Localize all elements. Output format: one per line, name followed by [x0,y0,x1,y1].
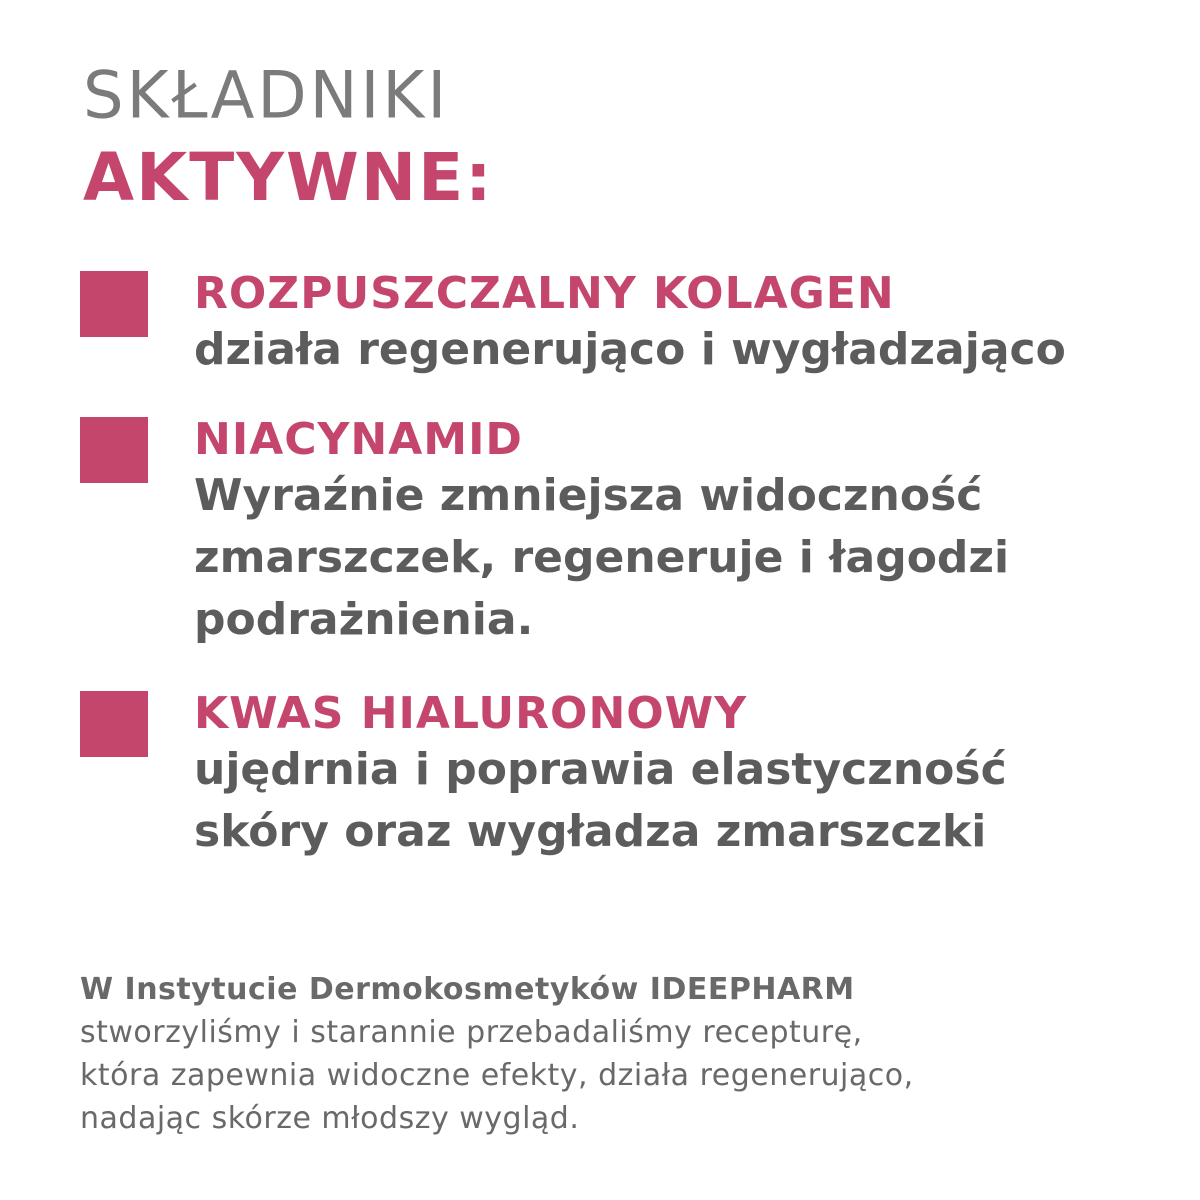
description-line: podrażnienia. [194,594,534,645]
ingredient-description [194,739,1154,863]
description-line: ujędrnia i poprawia elastyczność [194,744,1007,795]
footer-lead: W Instytucie Dermokosmetyków IDEEPHARM [80,972,855,1007]
footer-line: stworzyliśmy i starannie przebadaliśmy recepturę, [80,1015,863,1050]
heading-line-1: SKŁADNIKI [83,58,450,134]
ingredient-name: KWAS HIALURONOWY [194,688,748,739]
square-bullet-icon [80,271,148,337]
description-line: zmarszczek, regeneruje i łagodzi [194,532,1010,583]
heading-line-2: AKTYWNE: [83,139,494,216]
description-line: działa regenerująco i wygładzająco [194,324,1066,375]
description-line: Wyraźnie zmniejsza widoczność [194,470,983,521]
square-bullet-icon [80,691,148,757]
ingredient-description [194,319,1154,381]
footer-text [80,968,1160,1140]
ingredient-name: NIACYNAMID [194,414,523,465]
footer-line: która zapewnia widoczne efekty, działa regenerująco, [80,1058,914,1093]
ingredient-name: ROZPUSZCZALNY KOLAGEN [194,268,895,319]
description-line: skóry oraz wygładza zmarszczki [194,806,987,857]
ingredient-description [194,465,1154,651]
footer-line: nadając skórze młodszy wygląd. [80,1101,580,1136]
square-bullet-icon [80,417,148,483]
